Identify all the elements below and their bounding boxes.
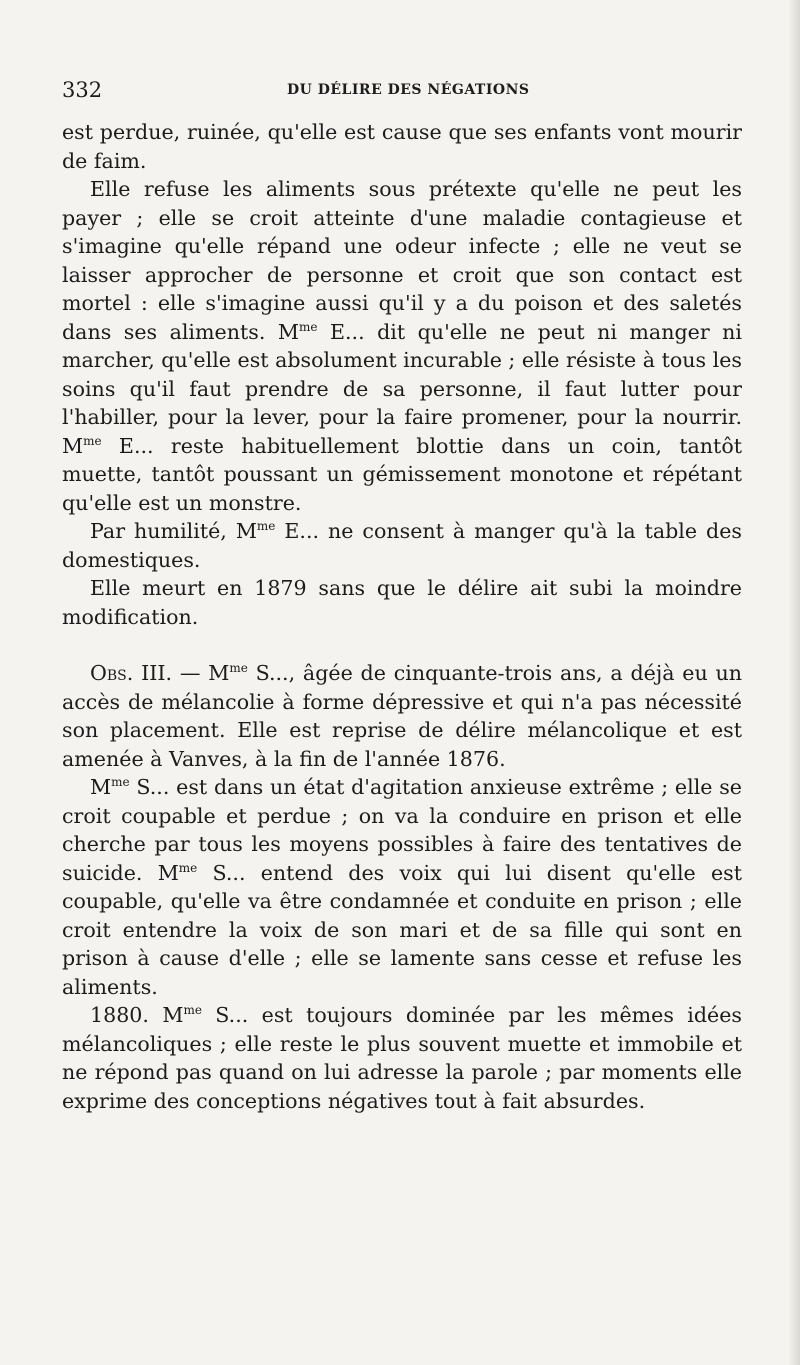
running-title: DU DÉLIRE DES NÉGATIONS: [287, 82, 530, 98]
paragraph-6-part-2: S... entend des voix qui lui disent qu'elle est coupable, qu'elle va être condamnée et conduite en prison ; elle croit entendre la voix de son mari et de sa fille qui sont en prison à cause d'elle ; elle se lamente sans cesse et refuse les aliments.: [62, 860, 742, 999]
paragraph-1-text: est perdue, ruinée, qu'elle est cause que ses enfants vont mourir de faim.: [62, 120, 742, 173]
paragraph-6-part-1: S... est dans un état d'agitation anxieuse extrême ; elle se croit coupable et perdue ; on va la conduire en prison et elle cherche par tous les moyens possibles à faire des tentatives de suicide.: [62, 775, 742, 885]
mme-abbr: M: [62, 433, 84, 458]
body-text: [62, 118, 742, 1115]
paragraph-1: [62, 118, 742, 175]
page-number: 332: [62, 78, 103, 102]
paragraph-3: [62, 517, 742, 574]
mme-abbr: M: [208, 661, 230, 685]
paragraph-3-part-1: Par humilité,: [90, 519, 227, 543]
paragraph-2: [62, 175, 742, 517]
paragraph-7: [62, 1001, 742, 1115]
paragraph-4: [62, 574, 742, 631]
mme-superscript: me: [298, 319, 318, 334]
mme-abbr: M: [235, 519, 257, 543]
paragraph-5: [62, 659, 742, 773]
paragraph-7-year: 1880.: [90, 1003, 149, 1027]
mme-superscript: me: [111, 775, 130, 789]
paragraph-2-part-3: E... reste habituellement blottie dans un coin, tantôt muette, tantôt poussant un gémissement monotone et répétant qu'elle est un monstre.: [62, 433, 742, 515]
mme-abbr: M: [90, 775, 112, 799]
mme-abbr: M: [162, 1003, 184, 1027]
mme-superscript: me: [183, 1003, 202, 1017]
page-header: [62, 78, 742, 114]
paragraph-2-part-2: E... dit qu'elle ne peut ni manger ni marcher, qu'elle est absolument incurable ; elle résiste à tous les soins qu'il faut prendre de sa personne, il faut lutter pour l'habiller, pour la lever, pour la faire promener, pour la nourrir.: [62, 319, 743, 429]
paragraph-2-part-1: Elle refuse les aliments sous prétexte qu'elle ne peut les payer ; elle se croit atteinte d'une maladie contagieuse et s'imagine qu'elle répand une odeur infecte ; elle ne veut se laisser approcher de personne et croit que son contact est mortel : elle s'imagine aussi qu'il y a du poison et des saletés dans ses aliments.: [62, 177, 742, 344]
page-edge-shadow: [788, 0, 800, 1365]
paragraph-7-text: S... est toujours dominée par les mêmes idées mélancoliques ; elle reste le plus souvent muette et immobile et ne répond pas quand on lui adresse la parole ; par moments elle exprime des conceptions négatives tout à fait absurdes.: [62, 1003, 743, 1113]
paragraph-5-text: S..., âgée de cinquante-trois ans, a déjà eu un accès de mélancolie à forme dépressive et qui n'a pas nécessité son placement. Elle est reprise de délire mélancolique et est amenée à Vanves, à la fin de l'année 1876.: [62, 661, 743, 771]
mme-abbr: M: [157, 860, 179, 885]
mme-superscript: me: [83, 433, 102, 448]
mme-abbr: M: [277, 319, 299, 344]
paragraph-3-part-2: E... ne consent à manger qu'à la table des domestiques.: [62, 519, 742, 572]
mme-superscript: me: [256, 519, 276, 533]
mme-superscript: me: [229, 661, 248, 675]
mme-superscript: me: [178, 860, 198, 875]
paragraph-4-text: Elle meurt en 1879 sans que le délire ait subi la moindre modification.: [62, 576, 742, 629]
observation-label: Obs. III. —: [90, 661, 201, 685]
paragraph-6: [62, 773, 742, 1001]
